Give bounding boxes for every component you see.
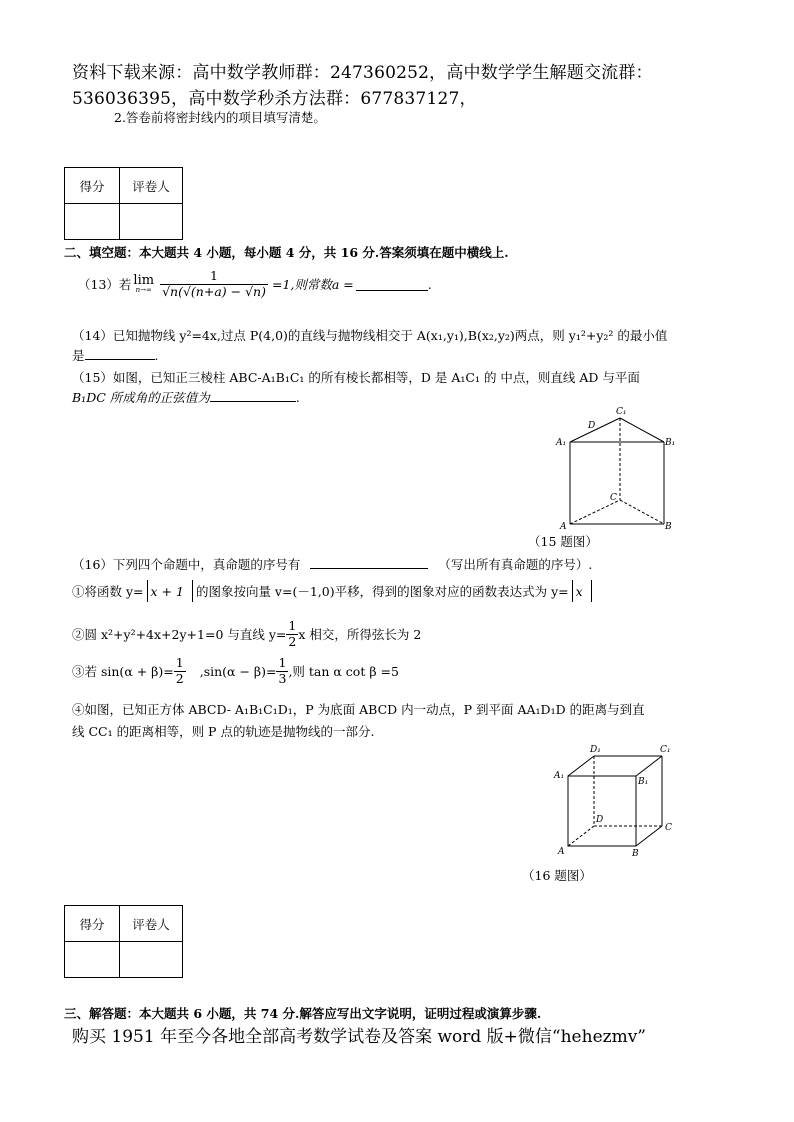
q13-lim-sub: n→∞	[135, 286, 152, 294]
p2-text-b: x 相交，所得弦长为 2	[298, 627, 422, 642]
footer-ad: 购买 1951 年至今各地全部高考数学试卷及答案 word 版+微信“hehezmv”	[72, 1027, 646, 1047]
label-b1: B₁	[638, 777, 649, 787]
grader-header-2: 评卷人	[120, 906, 183, 942]
edge-b-c	[636, 826, 662, 846]
q13-answer-blank[interactable]	[356, 278, 428, 291]
p2-denominator: 2	[288, 633, 297, 649]
q14-prefix: 是	[72, 348, 85, 363]
label-c: C	[665, 823, 672, 833]
q15-prefix: B₁DC 所成角的正弦值为	[72, 390, 210, 405]
q16-suffix: （写出所有真命题的序号）.	[438, 557, 593, 572]
grader-header: 评卷人	[120, 168, 183, 204]
q13-numerator: 1	[160, 270, 268, 285]
p3-denominator-1: 2	[175, 670, 184, 686]
edge-a-d	[568, 826, 594, 846]
p3-fraction-1	[174, 657, 186, 685]
proposition-1	[72, 580, 595, 602]
label-a1: A₁	[556, 438, 567, 448]
figure-15-prism	[552, 402, 682, 532]
q14-line-2	[72, 346, 159, 364]
section-3-title: 三、解答题：本大题共 6 小题，共 74 分.解答应写出文字说明，证明过程或演算步骤.	[64, 1006, 542, 1021]
q15-answer-blank[interactable]	[210, 389, 296, 402]
label-d: D	[588, 421, 596, 431]
label-d: D	[596, 815, 604, 825]
p3-numerator-1: 1	[175, 655, 184, 670]
abs-bar-right	[192, 580, 193, 602]
q13-label: （13）若	[78, 277, 132, 292]
grader-cell-2	[120, 942, 183, 978]
q13-rest: =1,则常数a =	[271, 277, 354, 292]
p2-fraction	[286, 620, 298, 648]
q14-end: .	[154, 348, 159, 363]
q13-limit	[133, 274, 154, 294]
header-line-2: 536036395，高中数学秒杀方法群：677837127，	[72, 89, 477, 109]
proposition-2	[72, 620, 421, 648]
figure-16-cube	[550, 742, 680, 860]
label-d1: D₁	[590, 745, 601, 755]
edge-b1-c1	[636, 756, 662, 776]
label-c1: C₁	[660, 745, 671, 755]
q16-prefix: （16）下列四个命题中，真命题的序号有	[72, 557, 301, 572]
label-a: A	[560, 522, 567, 532]
abs-bar-left	[147, 580, 148, 602]
question-13	[78, 270, 432, 298]
score-table	[64, 167, 183, 240]
p3-text-b: ,sin(α − β)=	[199, 663, 277, 679]
q13-denominator: √n(√(n+a) − √n)	[162, 283, 266, 299]
score-header: 得分	[65, 168, 120, 204]
p2-numerator: 1	[288, 618, 297, 633]
p1-abs-expr: x + 1	[150, 583, 184, 599]
edge-c1-b1	[620, 418, 664, 442]
proposition-3	[72, 657, 399, 685]
p1-text-a: ①将函数 y=	[72, 584, 144, 599]
cube-front-face	[568, 776, 636, 846]
score-cell-2	[65, 942, 120, 978]
q15-line-1: （15）如图，已知正三棱柱 ABC-A₁B₁C₁ 的所有棱长都相等，D 是 A₁C₁ 的 中点，则直线 AD 与平面	[72, 370, 640, 385]
q15-line-2	[72, 388, 300, 406]
p2-text-a: ②圆 x²+y²+4x+2y+1=0 与直线 y=	[72, 627, 287, 642]
score-table-2	[64, 905, 183, 978]
q14-line-1: （14）已知抛物线 y²=4x,过点 P(4,0)的直线与抛物线相交于 A(x₁,y₁),B(x₂,y₂)两点，则 y₁²+y₂² 的最小值	[72, 328, 668, 343]
q16-answer-blank[interactable]	[310, 556, 428, 569]
edge-a1-d1	[568, 756, 594, 776]
q15-end: .	[295, 390, 300, 405]
p1-text-b: 的图象按向量 v=(－1,0)平移，得到的图象对应的函数表达式为 y=	[195, 584, 569, 599]
figure-16-caption: （16 题图）	[522, 868, 592, 883]
q13-fraction	[160, 270, 268, 298]
label-b1: B₁	[665, 438, 676, 448]
label-a1: A₁	[554, 771, 565, 781]
label-b: B	[632, 849, 639, 859]
q14-answer-blank[interactable]	[85, 347, 155, 360]
section-2-title: 二、填空题：本大题共 4 小题，每小题 4 分，共 16 分.答案须填在题中横线上.	[64, 245, 509, 260]
grader-cell	[120, 204, 183, 240]
figure-15-caption: （15 题图）	[528, 534, 598, 549]
score-cell	[65, 204, 120, 240]
label-c: C	[610, 493, 617, 503]
q13-lim: lim	[133, 273, 155, 288]
abs-bar-left-2	[572, 580, 573, 602]
label-c1: C₁	[616, 407, 627, 417]
edge-c-b	[620, 500, 664, 524]
header-line-1: 资料下载来源：高中数学教师群：247360252，高中数学学生解题交流群：	[72, 63, 653, 83]
instruction-text: 2.答卷前将密封线内的项目填写清楚。	[114, 110, 326, 125]
abs-bar-right-2	[591, 580, 592, 602]
p3-text-a: ③若 sin(α + β)=	[72, 664, 174, 679]
edge-a-c	[570, 500, 620, 524]
question-16	[72, 555, 592, 573]
q13-end: .	[427, 276, 432, 292]
p3-fraction-2	[276, 657, 288, 685]
p3-denominator-2: 3	[278, 670, 287, 686]
p4-line-2: 线 CC₁ 的距离相等，则 P 点的轨迹是抛物线的一部分.	[72, 724, 375, 739]
p1-abs-expr-2: x	[575, 583, 583, 599]
p4-line-1: ④如图，已知正方体 ABCD- A₁B₁C₁D₁，P 为底面 ABCD 内一动点，P 到平面 AA₁D₁D 的距离与到直	[72, 702, 645, 717]
p3-numerator-2: 1	[278, 655, 287, 670]
score-header-2: 得分	[65, 906, 120, 942]
label-b: B	[665, 522, 672, 532]
label-a: A	[558, 847, 565, 857]
p3-text-c: ,则 tan α cot β =5	[288, 664, 399, 679]
